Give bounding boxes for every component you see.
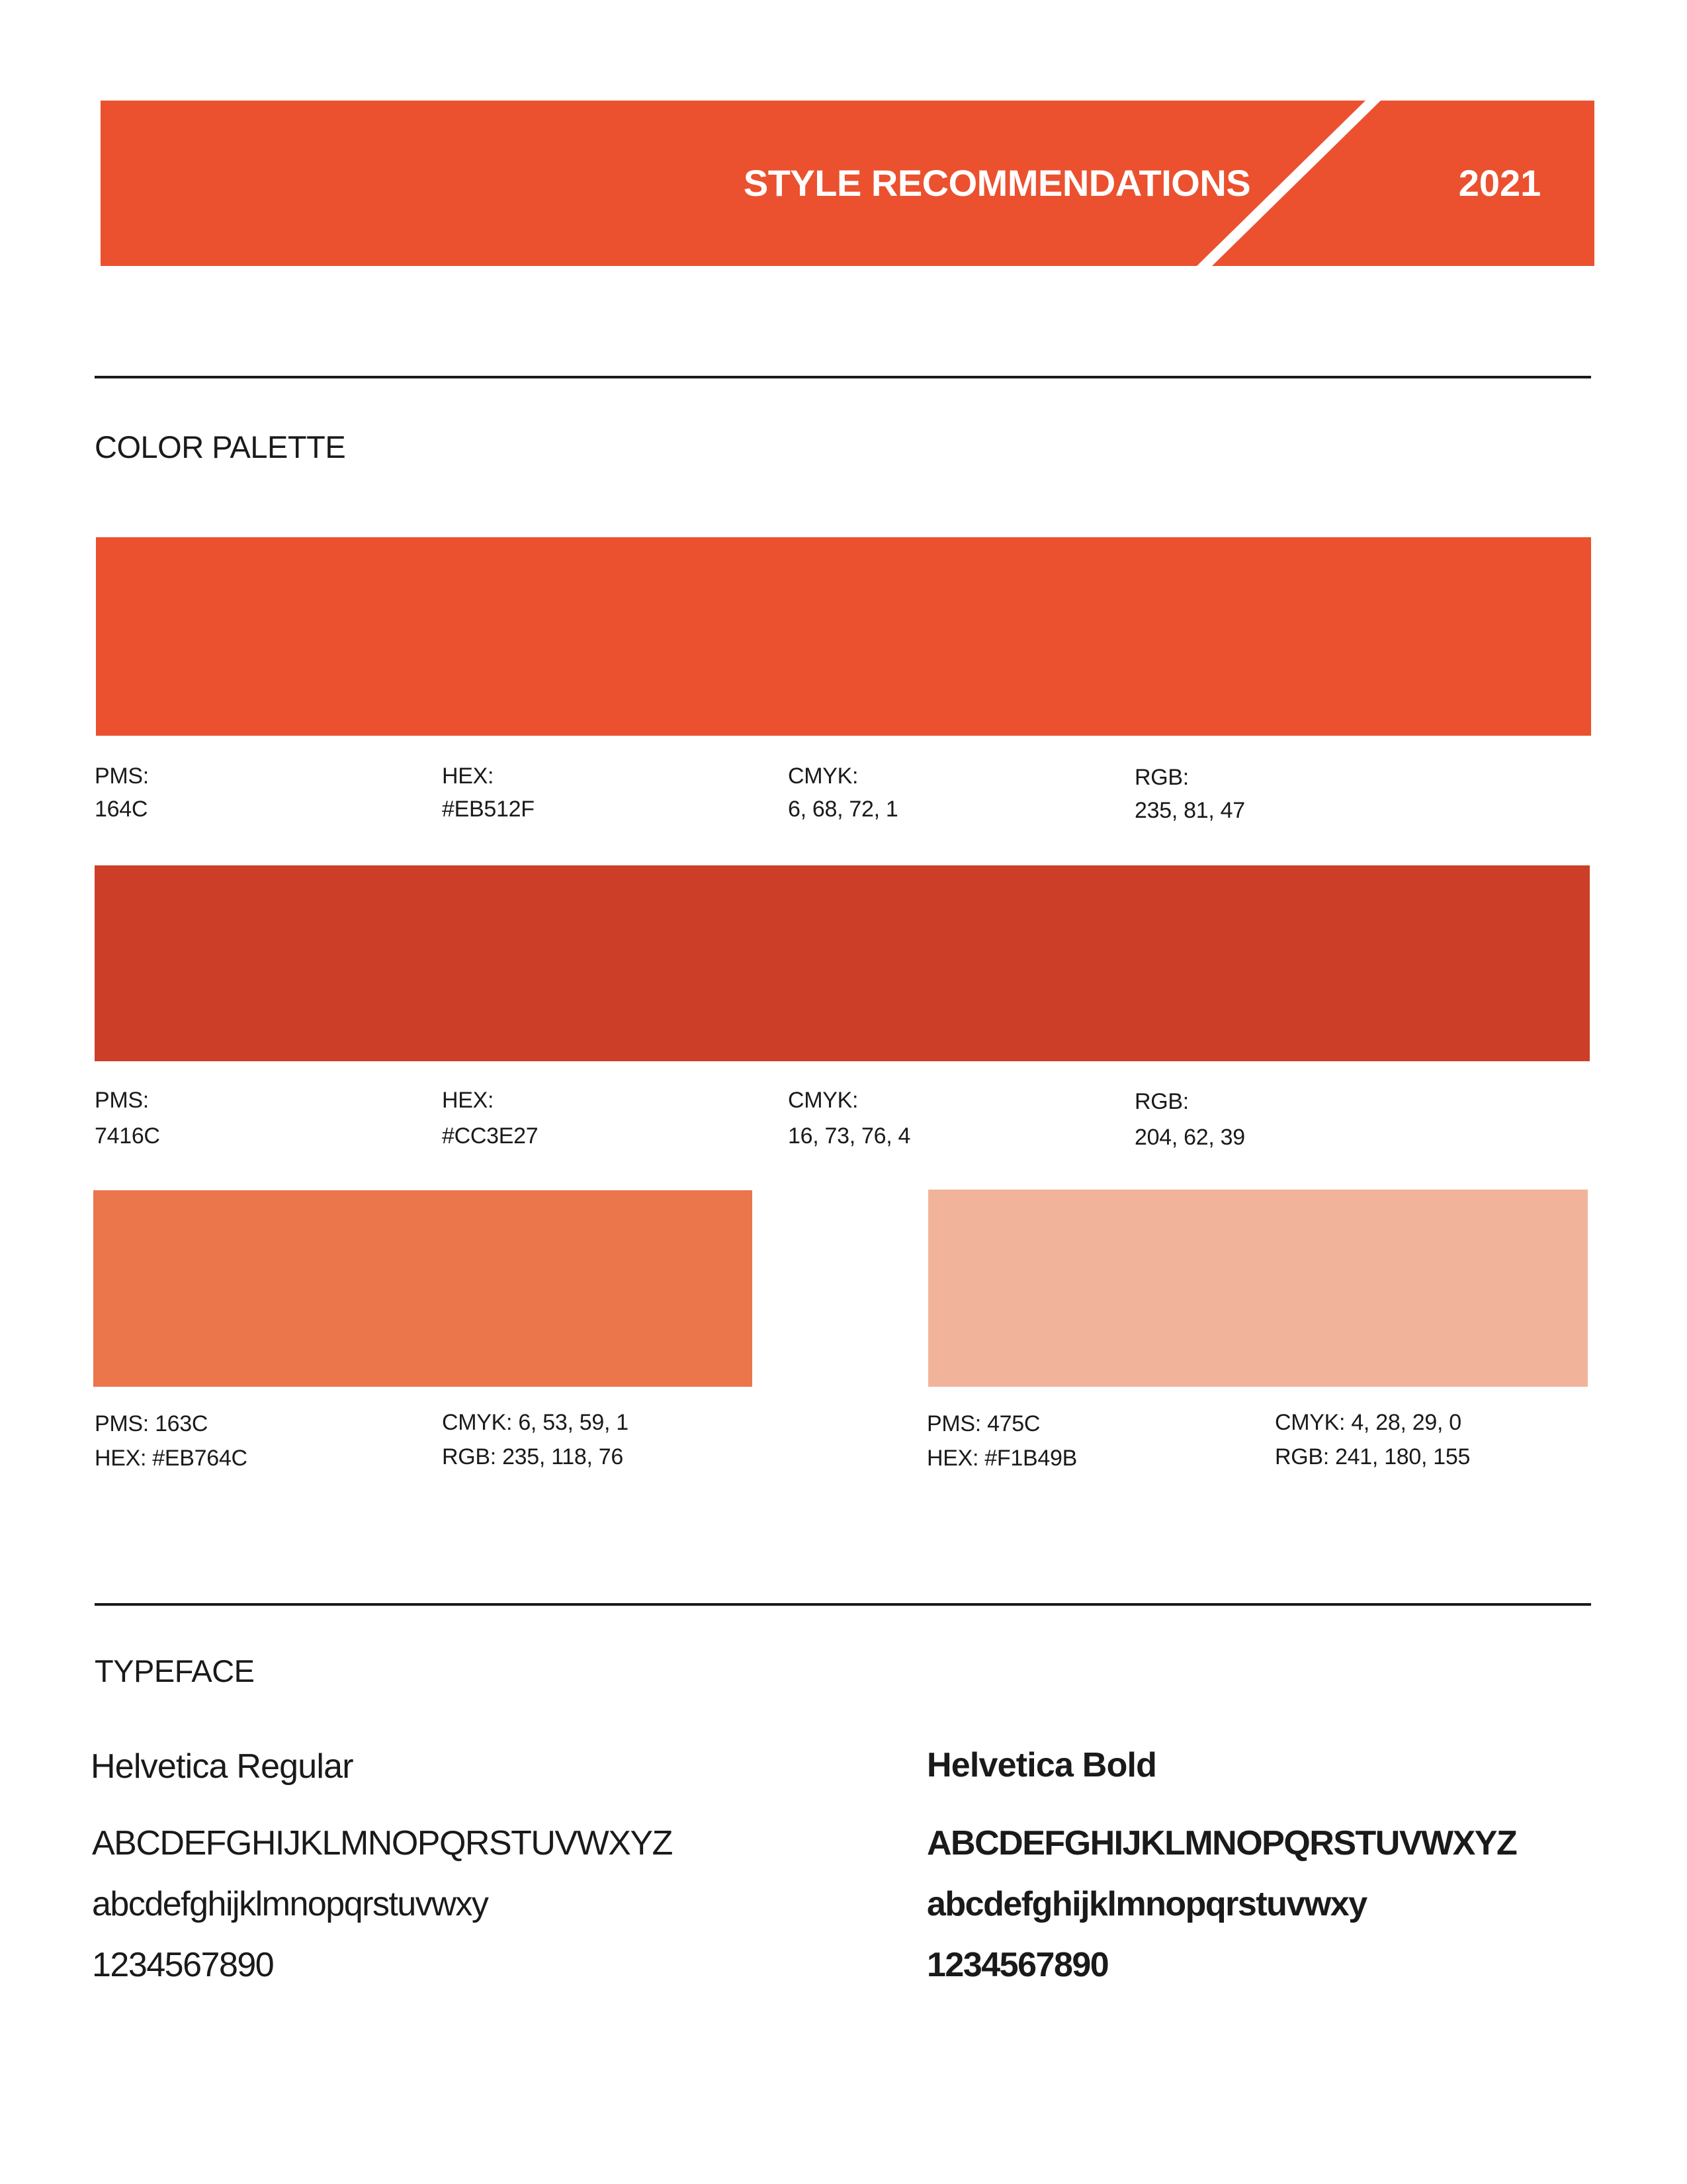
hex-label: HEX: [442, 1088, 494, 1113]
cmyk-value: 6, 68, 72, 1 [788, 797, 898, 822]
typeface-heading: TYPEFACE [95, 1653, 255, 1688]
rgb-value: 235, 81, 47 [1135, 798, 1245, 823]
rgb-value: 204, 62, 39 [1135, 1125, 1245, 1150]
cmyk-label: CMYK: [788, 764, 859, 789]
typeface-regular-numbers: 1234567890 [92, 1946, 274, 1984]
rgb-line: RGB: 241, 180, 155 [1275, 1444, 1471, 1469]
swatch-164c-hex [442, 760, 535, 826]
pms-line: PMS: 163C [95, 1411, 208, 1436]
cmyk-label: CMYK: [788, 1088, 859, 1113]
typeface-regular-name: Helvetica Regular [91, 1747, 353, 1786]
hex-value: #EB512F [442, 797, 535, 822]
pms-line: PMS: 475C [927, 1411, 1041, 1436]
swatch-164c [96, 537, 1591, 736]
swatch-164c-pms [95, 760, 149, 826]
rgb-line: RGB: 235, 118, 76 [442, 1444, 624, 1469]
swatch-7416c [95, 865, 1590, 1061]
swatch-163c-pms-hex [95, 1407, 247, 1475]
swatch-475c-cmyk-rgb [1275, 1405, 1470, 1474]
pms-value: 7416C [95, 1123, 160, 1149]
hex-value: #CC3E27 [442, 1123, 539, 1149]
swatch-163c [93, 1190, 752, 1387]
hex-line: HEX: #F1B49B [927, 1446, 1077, 1471]
cmyk-line: CMYK: 4, 28, 29, 0 [1275, 1410, 1461, 1435]
cmyk-line: CMYK: 6, 53, 59, 1 [442, 1410, 628, 1435]
hex-line: HEX: #EB764C [95, 1446, 247, 1471]
typeface-regular-uppercase: ABCDEFGHIJKLMNOPQRSTUVWXYZ [92, 1824, 672, 1862]
swatch-164c-cmyk [788, 760, 898, 826]
swatch-475c [928, 1190, 1588, 1387]
swatch-7416c-pms [95, 1082, 160, 1154]
pms-value: 164C [95, 797, 148, 822]
swatch-7416c-rgb [1135, 1084, 1245, 1155]
typeface-bold-numbers: 1234567890 [927, 1946, 1109, 1984]
page-title: STYLE RECOMMENDATIONS [743, 162, 1251, 204]
rgb-label: RGB: [1135, 1089, 1189, 1114]
swatch-164c-rgb [1135, 761, 1245, 827]
swatch-163c-cmyk-rgb [442, 1405, 628, 1474]
pms-label: PMS: [95, 764, 149, 789]
hex-label: HEX: [442, 764, 494, 789]
divider-bottom [95, 1603, 1591, 1606]
swatch-7416c-hex [442, 1082, 538, 1154]
color-palette-heading: COLOR PALETTE [95, 429, 346, 464]
typeface-regular-lowercase: abcdefghijklmnopqrstuvwxy [92, 1885, 488, 1923]
typeface-bold-uppercase: ABCDEFGHIJKLMNOPQRSTUVWXYZ [927, 1824, 1517, 1862]
rgb-label: RGB: [1135, 765, 1189, 790]
cmyk-value: 16, 73, 76, 4 [788, 1123, 911, 1149]
swatch-7416c-cmyk [788, 1082, 910, 1154]
swatch-475c-pms-hex [927, 1407, 1077, 1475]
header-year: 2021 [1458, 162, 1541, 204]
pms-label: PMS: [95, 1088, 149, 1113]
typeface-bold-lowercase: abcdefghijklmnopqrstuvwxy [927, 1885, 1367, 1923]
divider-top [95, 376, 1591, 378]
typeface-bold-name: Helvetica Bold [927, 1746, 1157, 1784]
header-banner [101, 101, 1594, 266]
